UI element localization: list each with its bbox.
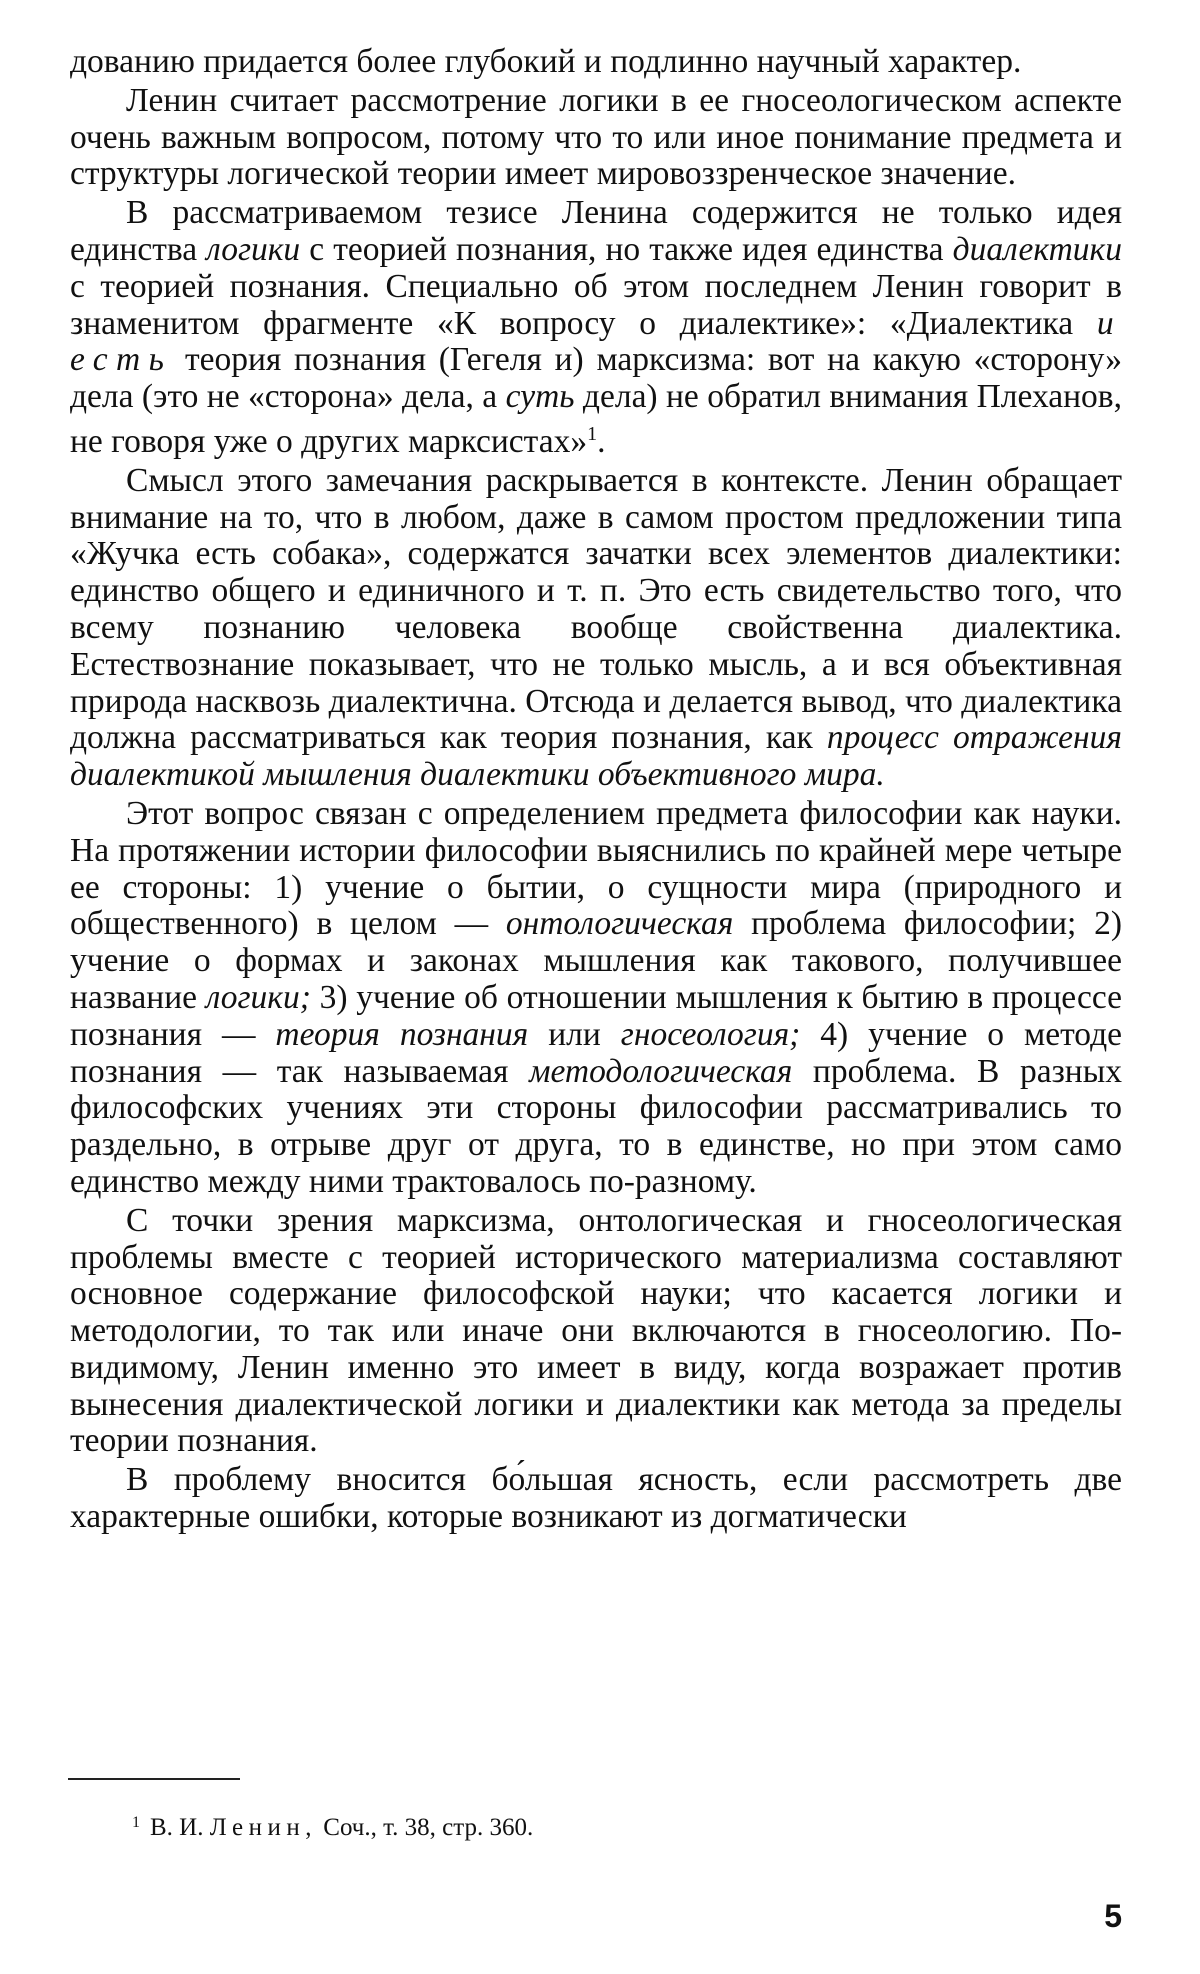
footnote-author-initials: В. И. — [150, 1814, 204, 1841]
paragraph-text: . — [597, 422, 606, 460]
paragraph-text: проблема. В разных философских учениях эти стороны философии рассматривались то раздельно, в отрыве друг от друга, то в единстве, но при этом само единство между ними трактовалось по-разному. — [70, 1052, 1122, 1200]
paragraph-text: или — [528, 1015, 621, 1053]
emphasis-text: методологическая — [529, 1052, 793, 1090]
paragraph — [70, 796, 1122, 1201]
paragraph-text: проблема философии; 2) учение о формах и законах мышления как такового, получившее название — [70, 905, 1122, 1016]
emphasis-text: гносеология; — [620, 1015, 801, 1053]
paragraph-text: С точки зрения марксизма, онтологическая и гносеологическая проблемы вместе с теорией исторического материализма составляют основное содержание философской науки; что касается логики и методологии, то так или иначе они включаются в гносеологию. По-видимому, Ленин именно это имеет в виду, когда возражает против вынесения диалектической логики и диалектики как метода за пределы теории познания. — [70, 1201, 1122, 1460]
paragraph — [70, 1203, 1122, 1461]
paragraph — [70, 83, 1122, 193]
paragraph — [70, 195, 1122, 461]
paragraph — [70, 44, 1122, 81]
paragraph-text: дела) не обратил внимания Плеханов, не говоря уже о других марксистах» — [70, 378, 1122, 460]
paragraph-text: В проблему вносится бо́льшая ясность, если рассмотреть две характерные ошибки, которые возникают из догматически — [70, 1461, 1122, 1536]
paragraph-text: с теорией познания, но также идея единства — [300, 230, 953, 268]
paragraph-text: Этот вопрос связан с определением предмета философии как науки. На протяжении истории философии выяснились по крайней мере четыре ее стороны: 1) учение о бытии, о сущности мира (природного и общественного) в целом — — [70, 794, 1122, 943]
paragraph-text: теория познания (Гегеля и) марксизма: вот на какую «сторону» дела (это не «сторона» дела, а — [70, 341, 1122, 416]
paragraph-text: 3) учение об отношении мышления к бытию в процессе познания — — [70, 978, 1122, 1053]
paragraph-text: 4) учение о методе познания — так называемая — [70, 1015, 1122, 1090]
paragraph-text: дованию придается более глубокий и подлинно научный характер. — [70, 43, 1022, 80]
emphasis-text: процесс отражения диалектикой мышления диалектики объективного мира. — [70, 719, 1122, 794]
emphasis-text: логики; — [205, 978, 311, 1016]
emphasis-text: суть — [505, 378, 575, 416]
footnote-author-surname: Ленин, — [209, 1814, 318, 1841]
emphasis-text: теория познания — [275, 1015, 529, 1053]
emphasis-text: и есть — [70, 304, 1122, 379]
page-body — [70, 44, 1122, 1536]
emphasis-text: диалектики — [952, 230, 1122, 268]
footnote-reference: 1 — [587, 422, 598, 445]
paragraph — [70, 1462, 1122, 1536]
paragraph-text: Ленин считает рассмотрение логики в ее гносеологическом аспекте очень важным вопросом, потому что то или иное понимание предмета и структуры логической теории имеет мировоззренческое значение. — [70, 81, 1122, 193]
footnote — [132, 1808, 533, 1843]
paragraph-text: с теорией познания. Специально об этом последнем Ленин говорит в знаменитом фрагменте «К вопросу о диалектике»: «Диалектика — [70, 267, 1122, 342]
footnote-divider — [68, 1778, 240, 1780]
footnote-marker: 1 — [132, 1814, 140, 1831]
emphasis-text: логики — [206, 230, 301, 268]
paragraph-text: В рассматриваемом тезисе Ленина содержится не только идея единства — [70, 194, 1122, 268]
page-number: 5 — [1104, 1898, 1122, 1934]
emphasis-text: онтологическая — [505, 905, 734, 943]
paragraph — [70, 463, 1122, 794]
paragraph-text: Смысл этого замечания раскрывается в контексте. Ленин обращает внимание на то, что в любом, даже в самом простом предложении типа «Жучка есть собака», содержатся зачатки всех элементов диалектики: единство общего и единичного и т. п. Это есть свидетельство того, что всему познанию человека вообще свойственна диалектика. Естествознание показывает, что не только мысль, а и вся объективная природа насквозь диалектична. Отсюда и делается вывод, что диалектика должна рассматриваться как теория познания, как — [70, 461, 1122, 757]
footnote-source: Соч., т. 38, стр. 360. — [323, 1814, 534, 1841]
